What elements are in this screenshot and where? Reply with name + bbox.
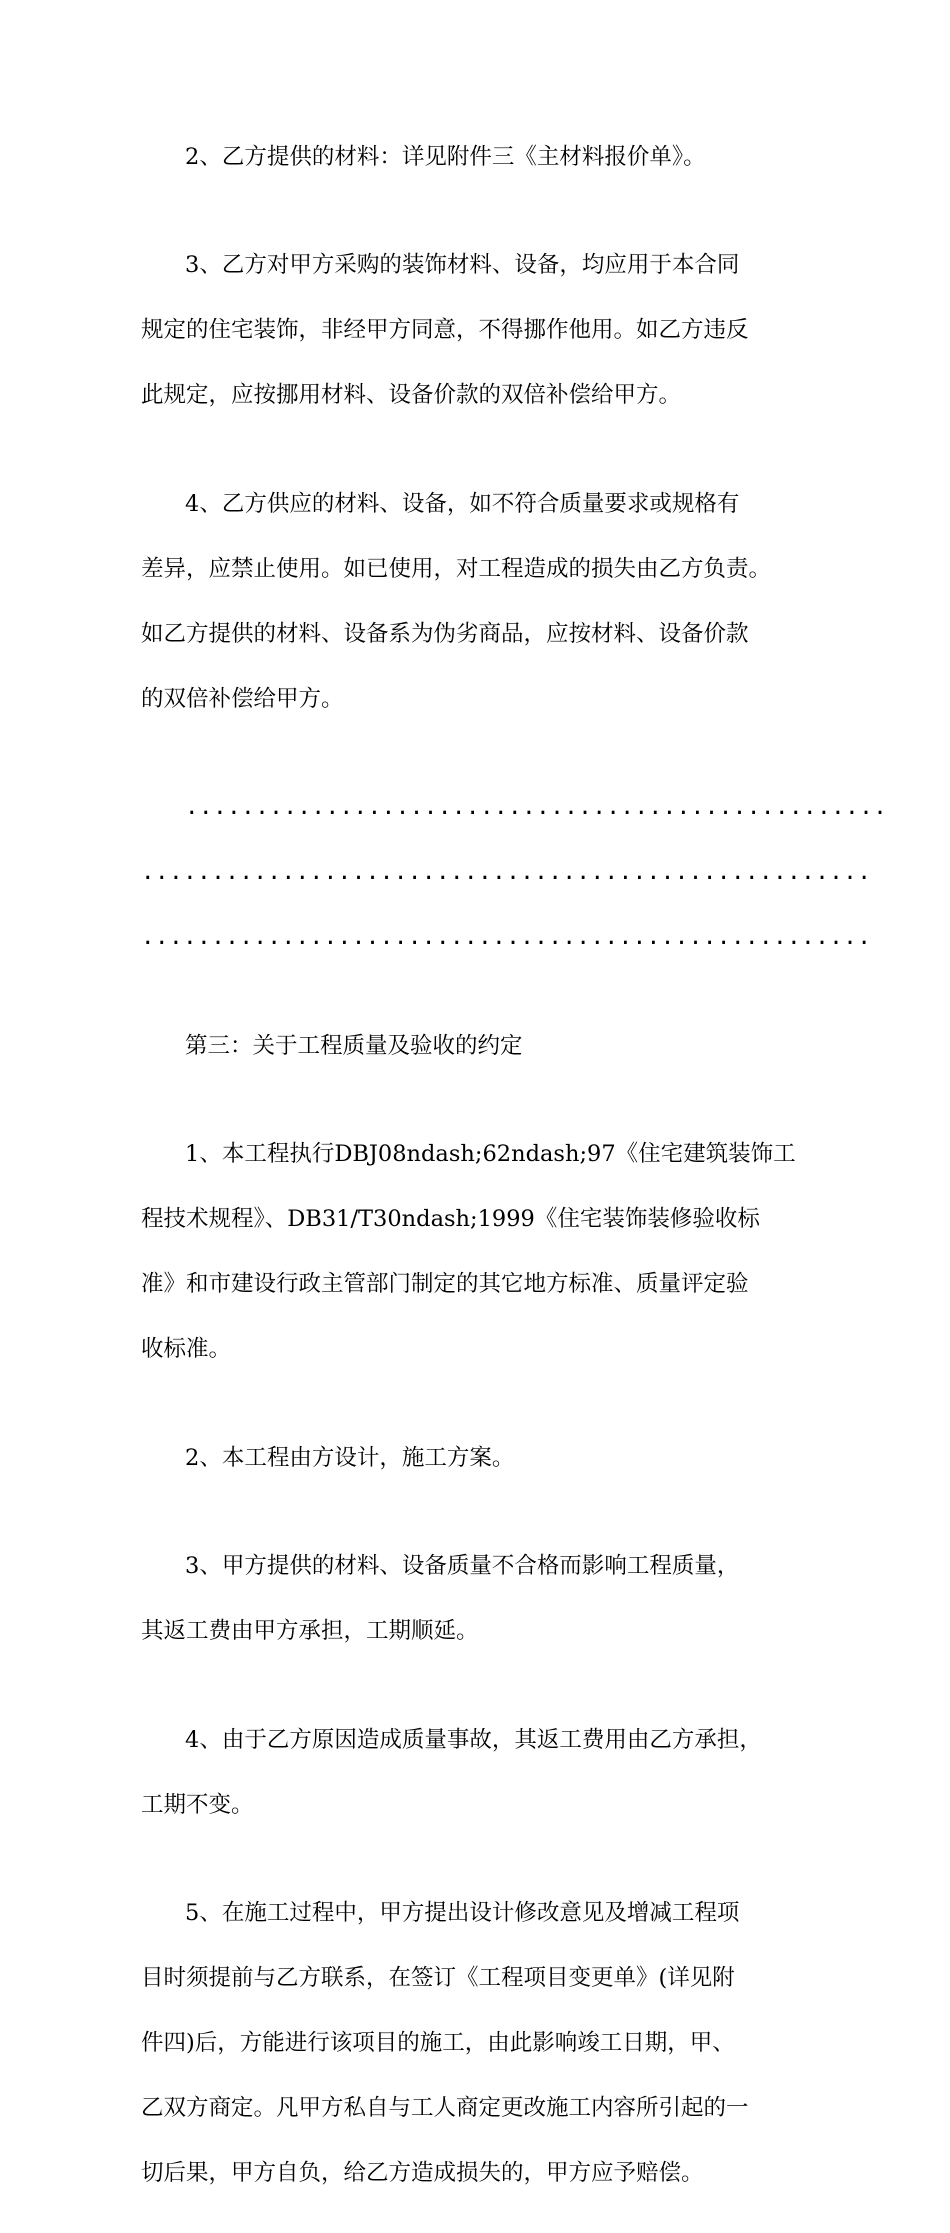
text-line: 1、本工程执行DBJ08ndash;62ndash;97《住宅建筑装饰工 (185, 1141, 796, 1167)
text-line: 收标准。 (141, 1336, 232, 1362)
text-line: 3、乙方对甲方采购的装饰材料、设备，均应用于本合同 (185, 252, 740, 278)
text-line: 程技术规程》、DB31/T30ndash;1999《住宅装饰装修验收标 (141, 1206, 760, 1232)
dotted-line: .................................................. (185, 794, 888, 820)
text-line: 其返工费由甲方承担，工期顺延。 (141, 1618, 479, 1644)
text-line: 4、乙方供应的材料、设备，如不符合质量要求或规格有 (185, 490, 740, 517)
text-line: 此规定，应按挪用材料、设备价款的双倍补偿给甲方。 (141, 382, 682, 408)
text-line: 如乙方提供的材料、设备系为伪劣商品，应按材料、设备价款 (141, 620, 749, 647)
text-line: 规定的住宅装饰，非经甲方同意，不得挪作他用。如乙方违反 (141, 317, 749, 343)
text-line: 2、乙方提供的材料：详见附件三《主材料报价单》。 (185, 143, 706, 170)
text-line: 差异，应禁止使用。如已使用，对工程造成的损失由乙方负责。 (141, 555, 772, 582)
ellipsis-separator (141, 759, 888, 987)
paragraph-owner-materials (141, 1518, 831, 1681)
paragraph-materials-supplied (141, 108, 831, 206)
paragraph-design (141, 1409, 831, 1507)
paragraph-materials-usage (141, 217, 831, 445)
text-line: 切后果，甲方自负，给乙方造成损失的，甲方应予赔偿。 (141, 2160, 704, 2186)
dotted-line: .................................................... (141, 859, 872, 885)
section-heading (141, 997, 831, 1095)
text-line: 件四)后，方能进行该项目的施工，由此影响竣工日期，甲、 (141, 2030, 735, 2056)
text-line: 工期不变。 (141, 1791, 254, 1818)
document-body (141, 108, 888, 2233)
paragraph-contractor-fault (141, 1691, 831, 1854)
heading-text: 第三：关于工程质量及验收的约定 (185, 1032, 523, 1059)
text-line: 3、甲方提供的材料、设备质量不合格而影响工程质量， (185, 1553, 740, 1579)
text-line: 5、在施工过程中，甲方提出设计修改意见及增减工程项 (185, 1900, 740, 1926)
text-line: 4、由于乙方原因造成质量事故，其返工费用由乙方承担， (185, 1726, 762, 1753)
text-line: 的双倍补偿给甲方。 (141, 685, 344, 712)
paragraph-standards (141, 1106, 831, 1399)
text-line: 乙双方商定。凡甲方私自与工人商定更改施工内容所引起的一 (141, 2095, 749, 2121)
dotted-line: .................................................... (141, 924, 872, 950)
text-line: 2、本工程由方设计，施工方案。 (185, 1444, 515, 1471)
text-line: 目时须提前与乙方联系，在签订《工程项目变更单》(详见附 (141, 1965, 735, 1991)
paragraph-materials-quality (141, 455, 831, 748)
text-line: 准》和市建设行政主管部门制定的其它地方标准、质量评定验 (141, 1271, 749, 1297)
paragraph-design-changes (141, 1865, 831, 2223)
